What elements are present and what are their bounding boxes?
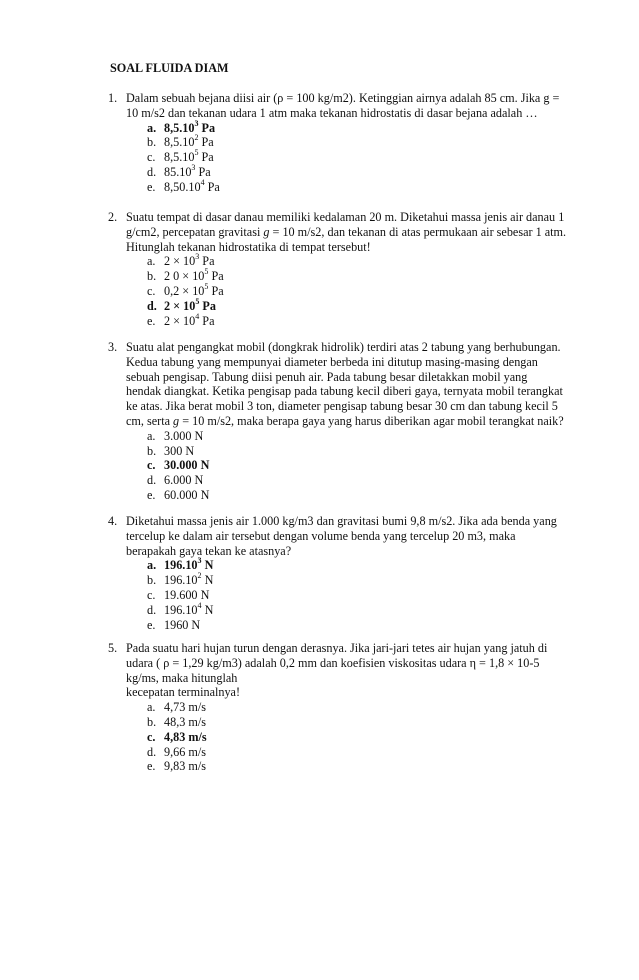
option-unit: Pa: [198, 150, 214, 165]
question-line: 10 m/s2 dan tekanan udara 1 atm maka tekanan hidrostatis di dasar bejana adalah …: [126, 105, 538, 120]
option-text: [164, 135, 214, 150]
option-exponent: 3: [194, 118, 199, 128]
option-letter: a.: [147, 700, 156, 715]
option-unit: Pa: [199, 254, 215, 269]
question-line: g/cm2, percepatan gravitasi g = 10 m/s2, dan tekanan di atas permukaan air sebesar 1 atm.: [126, 224, 567, 239]
answer-option: [147, 573, 596, 588]
question-5: [108, 641, 596, 774]
option-value: 48,3 m/s: [164, 714, 206, 729]
option-text: [164, 473, 203, 488]
question-line: sebuah pengisap. Tabung diisi penuh air. Pada tabung besar diletakkan mobil yang: [126, 369, 528, 384]
option-letter: c.: [147, 587, 156, 602]
option-exponent: 4: [197, 600, 202, 610]
question-text: [126, 641, 596, 700]
option-unit: N: [201, 602, 214, 617]
answer-option: [147, 600, 596, 618]
answer-option: [147, 759, 596, 774]
option-text: [164, 458, 209, 473]
option-unit: Pa: [195, 164, 211, 179]
question-2: [108, 210, 596, 328]
option-letter: b.: [147, 714, 157, 729]
answer-option: [147, 254, 596, 269]
option-exponent: 5: [204, 267, 209, 277]
option-value: 4,73 m/s: [164, 700, 206, 715]
option-value: 3.000 N: [164, 428, 204, 443]
question-number: 2.: [108, 210, 118, 224]
option-letter: d.: [147, 473, 157, 488]
question-4: [108, 514, 596, 632]
answer-option: [147, 162, 596, 180]
option-text: [164, 177, 220, 195]
option-exponent: 2: [194, 133, 199, 143]
option-letter: b.: [147, 443, 157, 458]
question-line: cm, serta g = 10 m/s2, maka berapa gaya yang harus diberikan agar mobil terangkat naik?: [126, 413, 564, 428]
option-text: [164, 759, 206, 774]
option-letter: a.: [147, 120, 157, 135]
question-line: Suatu tempat di dasar danau memiliki kedalaman 20 m. Diketahui massa jenis air danau 1: [126, 210, 565, 224]
option-letter: e.: [147, 487, 156, 502]
option-text: [164, 558, 213, 573]
option-letter: d.: [147, 298, 157, 313]
option-value: 9,83 m/s: [164, 759, 206, 774]
answer-option: [147, 473, 596, 488]
question-number: 4.: [108, 514, 118, 528]
option-unit: Pa: [208, 283, 224, 298]
option-list: [147, 254, 596, 328]
option-text: [164, 281, 224, 299]
answer-option: [147, 458, 596, 473]
option-value: 60.000 N: [164, 487, 210, 502]
answer-option: [147, 730, 596, 745]
option-text: [164, 700, 206, 715]
option-text: [164, 444, 194, 459]
option-letter: d.: [147, 744, 157, 759]
question-line: Kedua tabung yang mempunyai diameter berbeda ini ditutup masing-masing dengan: [126, 354, 538, 369]
question-text: [126, 91, 596, 121]
question-line: tercelup ke dalam air tersebut dengan volume benda yang tercelup 20 m3, maka: [126, 528, 516, 543]
question-line: Suatu alat pengangkat mobil (dongkrak hidrolik) terdiri atas 2 tabung yang berhubungan.: [126, 340, 561, 354]
option-value: 1960 N: [164, 617, 201, 632]
option-letter: b.: [147, 573, 157, 588]
answer-option: [147, 118, 596, 136]
option-letter: a.: [147, 428, 156, 443]
option-value: 6.000 N: [164, 473, 204, 488]
answer-option: [147, 150, 596, 165]
answer-option: [147, 558, 596, 573]
option-unit: N: [201, 573, 214, 588]
question-line: kecepatan terminalnya!: [126, 685, 241, 700]
answer-option: [147, 444, 596, 459]
answer-option: [147, 700, 596, 715]
answer-option: [147, 296, 596, 314]
option-unit: Pa: [199, 298, 216, 313]
question-number: 3.: [108, 340, 118, 354]
option-letter: d.: [147, 164, 157, 179]
option-value: 8,50.10: [164, 179, 201, 194]
question-line: ke atas. Jika berat mobil 3 ton, diameter pengisap tabung besar 30 cm dan tabung kecil 5: [126, 399, 558, 414]
option-text: [164, 488, 209, 503]
answer-option: [147, 311, 596, 329]
answer-option: [147, 715, 596, 730]
option-list: [147, 118, 596, 195]
question-text: [126, 210, 596, 254]
option-text: [164, 730, 207, 745]
option-text: [164, 588, 209, 603]
question-line: Dalam sebuah bejana diisi air (ρ = 100 kg/m2). Ketinggian airnya adalah 85 cm. Jika g =: [126, 91, 560, 105]
option-text: [164, 715, 206, 730]
option-value: 2 × 10: [164, 313, 196, 328]
question-text: [126, 514, 596, 558]
answer-option: [147, 177, 596, 195]
option-value: 196.10: [164, 558, 198, 573]
option-unit: Pa: [198, 135, 214, 150]
answer-option: [147, 281, 596, 299]
question-line: hendak diangkat. Ketika pengisap pada tabung kecil diberi gaya, ternyata mobil terangkat: [126, 384, 563, 399]
option-value: 8,5.10: [164, 120, 195, 135]
option-value: 9,66 m/s: [164, 744, 206, 759]
option-letter: c.: [147, 729, 156, 744]
option-letter: e.: [147, 313, 156, 328]
option-value: 30.000 N: [164, 458, 210, 473]
option-value: 85.10: [164, 164, 192, 179]
option-text: [164, 618, 200, 633]
option-value: 8,5.10: [164, 150, 195, 165]
option-unit: N: [201, 558, 214, 573]
option-text: [164, 118, 216, 136]
option-unit: Pa: [199, 313, 215, 328]
document-title: SOAL FLUIDA DIAM: [110, 61, 229, 75]
option-letter: a.: [147, 558, 157, 573]
option-text: [164, 429, 203, 444]
answer-option: [147, 488, 596, 503]
option-letter: e.: [147, 179, 156, 194]
option-letter: c.: [147, 458, 156, 473]
option-value: 300 N: [164, 443, 195, 458]
option-letter: e.: [147, 759, 156, 774]
option-text: [164, 150, 214, 165]
option-letter: d.: [147, 602, 157, 617]
option-value: 196.10: [164, 573, 198, 588]
option-list: [147, 558, 596, 632]
option-unit: Pa: [198, 120, 216, 135]
option-value: 2 × 10: [164, 298, 196, 313]
option-text: [164, 269, 224, 284]
question-1: [108, 91, 596, 195]
answer-option: [147, 135, 596, 150]
option-text: [164, 311, 215, 329]
option-text: [164, 296, 216, 314]
question-number: 5.: [108, 641, 118, 655]
option-exponent: 4: [195, 311, 200, 321]
option-letter: b.: [147, 269, 157, 284]
option-exponent: 5: [195, 296, 200, 306]
option-value: 2 × 10: [164, 254, 196, 269]
question-line: berapakah gaya tekan ke atasnya?: [126, 543, 292, 558]
option-letter: a.: [147, 254, 156, 269]
option-exponent: 3: [197, 556, 202, 566]
answer-option: [147, 618, 596, 633]
answer-option: [147, 745, 596, 760]
option-letter: e.: [147, 617, 156, 632]
question-line: Hitunglah tekanan hidrostatika di tempat tersebut!: [126, 239, 371, 254]
answer-option: [147, 269, 596, 284]
option-text: [164, 600, 214, 618]
question-line: Pada suatu hari hujan turun dengan derasnya. Jika jari-jari tetes air hujan yang jatuh di: [126, 641, 548, 655]
option-exponent: 4: [200, 177, 205, 187]
option-list: [147, 700, 596, 774]
answer-option: [147, 588, 596, 603]
option-value: 19.600 N: [164, 587, 210, 602]
option-value: 8,5.10: [164, 135, 195, 150]
option-unit: Pa: [204, 179, 220, 194]
option-exponent: 5: [204, 281, 209, 291]
option-value: 4,83 m/s: [164, 729, 207, 744]
answer-option: [147, 429, 596, 444]
option-list: [147, 429, 596, 503]
question-3: [108, 340, 596, 503]
question-line: kg/ms, maka hitunglah: [126, 670, 238, 685]
question-number: 1.: [108, 91, 118, 105]
question-line: udara ( ρ = 1,29 kg/m3) adalah 0,2 mm dan koefisien viskositas udara η = 1,8 × 10-5: [126, 655, 540, 670]
option-value: 2 0 × 10: [164, 269, 205, 284]
option-value: 0,2 × 10: [164, 283, 205, 298]
option-letter: c.: [147, 283, 156, 298]
option-exponent: 3: [195, 252, 200, 262]
option-letter: c.: [147, 150, 156, 165]
option-letter: b.: [147, 135, 157, 150]
option-exponent: 2: [197, 571, 202, 581]
option-value: 196.10: [164, 602, 198, 617]
option-text: [164, 573, 213, 588]
question-text: [126, 340, 596, 429]
question-line: Diketahui massa jenis air 1.000 kg/m3 dan gravitasi bumi 9,8 m/s2. Jika ada benda yang: [126, 514, 557, 528]
option-text: [164, 745, 206, 760]
option-unit: Pa: [208, 269, 224, 284]
option-exponent: 3: [191, 162, 196, 172]
option-exponent: 5: [194, 148, 199, 158]
